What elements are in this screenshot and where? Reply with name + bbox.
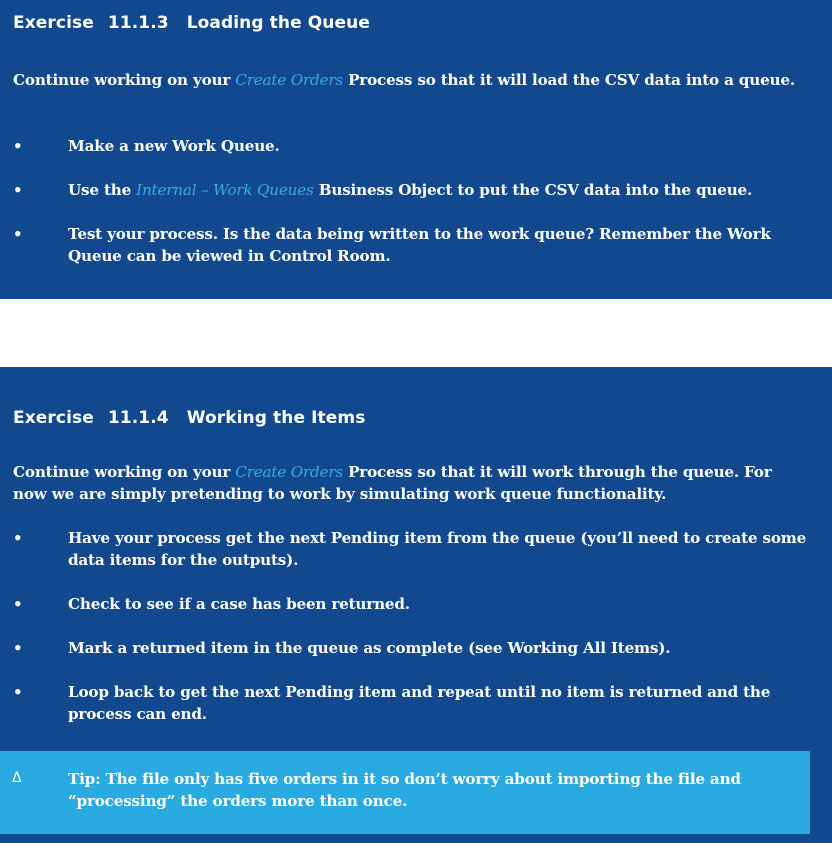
bullet-marker: • — [13, 595, 23, 613]
exercise-heading — [13, 408, 365, 428]
delta-icon: Δ — [12, 770, 22, 786]
list-item: Loop back to get the next Pending item and repeat until no item is returned and the process can end. — [68, 683, 771, 723]
create-orders-link[interactable]: Create Orders — [235, 71, 343, 89]
create-orders-link[interactable]: Create Orders — [235, 463, 343, 481]
tip-text: Tip: The file only has five orders in it so don’t worry about importing the file and “processing” the orders more than once. — [68, 770, 741, 810]
bullet-marker: • — [13, 639, 23, 657]
bullet-marker: • — [13, 137, 23, 155]
item-text: Use the — [68, 181, 137, 199]
tip-box — [0, 751, 810, 834]
intro-text: Process so that it will work through the queue. For now we are simply pretending to work by simulating work queue functionality. — [13, 463, 772, 503]
internal-work-queues-link[interactable]: Internal – Work Queues — [136, 181, 314, 199]
list-item: Have your process get the next Pending item from the queue (you’ll need to create some data items for the outputs). — [68, 529, 807, 569]
list-item — [68, 179, 813, 201]
list-item: Check to see if a case has been returned. — [68, 595, 410, 613]
bullet-marker: • — [13, 225, 23, 243]
exercise-label: Exercise — [13, 408, 94, 428]
intro-text: Process so that it will load the CSV data into a queue. — [343, 71, 795, 89]
exercise-intro — [13, 461, 803, 505]
bullet-marker: • — [13, 683, 23, 701]
exercise-title: Loading the Queue — [186, 13, 370, 33]
exercise-label: Exercise — [13, 13, 94, 33]
list-item: Test your process. Is the data being written to the work queue? Remember the Work Queue can be viewed in Control Room. — [68, 225, 771, 265]
list-item: Mark a returned item in the queue as complete (see Working All Items). — [68, 639, 671, 657]
intro-text: Continue working on your — [13, 71, 236, 89]
exercise-number: 11.1.3 — [107, 13, 169, 33]
bullet-marker: • — [13, 529, 23, 547]
exercise-number: 11.1.4 — [107, 408, 169, 428]
item-text: Business Object to put the CSV data into the queue. — [313, 181, 753, 199]
list-item: Make a new Work Queue. — [68, 137, 280, 155]
intro-text: Continue working on your — [13, 463, 236, 481]
bullet-marker: • — [13, 181, 23, 199]
exercise-panel-11-1-3 — [0, 0, 832, 299]
exercise-heading — [13, 13, 370, 33]
exercise-intro — [13, 69, 803, 91]
exercise-title: Working the Items — [186, 408, 366, 428]
